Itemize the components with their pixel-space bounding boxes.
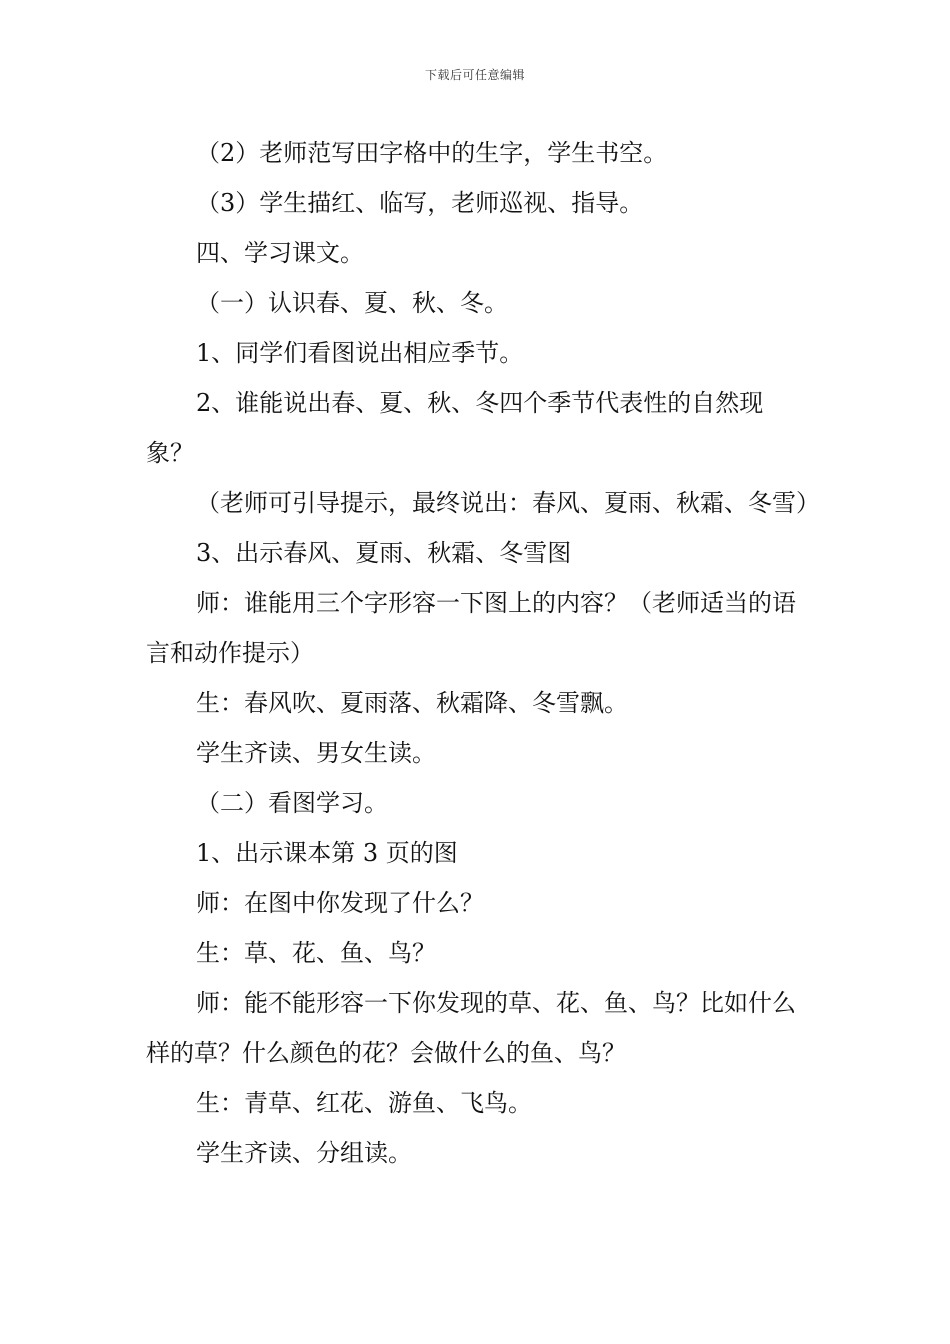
paragraph: 学生齐读、分组读。 (196, 1139, 412, 1167)
paragraph: （2）老师范写田字格中的生字，学生书空。 (196, 139, 668, 167)
student-line: 生：草、花、鱼、鸟？ (196, 939, 436, 967)
document-body (146, 128, 820, 1178)
section-heading: 四、学习课文。 (196, 239, 364, 267)
subsection-heading: （一）认识春、夏、秋、冬。 (196, 289, 508, 317)
student-line: 生：春风吹、夏雨落、秋霜降、冬雪飘。 (196, 689, 628, 717)
paragraph: 3、出示春风、夏雨、秋霜、冬雪图 (196, 539, 572, 567)
paragraph: 1、出示课本第 3 页的图 (196, 839, 458, 867)
subsection-heading: （二）看图学习。 (196, 789, 388, 817)
teacher-line: 师：能不能形容一下你发现的草、花、鱼、鸟？比如什么样的草？什么颜色的花？会做什么的鱼、鸟？ (146, 989, 796, 1067)
student-line: 生：青草、红花、游鱼、飞鸟。 (196, 1089, 532, 1117)
paragraph: 1、同学们看图说出相应季节。 (196, 339, 524, 367)
paragraph: 2、谁能说出春、夏、秋、冬四个季节代表性的自然现象？ (146, 389, 764, 467)
paragraph: 学生齐读、男女生读。 (196, 739, 436, 767)
page-header: 下载后可任意编辑 (424, 68, 525, 82)
teacher-line: 师：在图中你发现了什么？ (196, 889, 484, 917)
paragraph: （老师可引导提示，最终说出：春风、夏雨、秋霜、冬雪） (196, 489, 820, 517)
paragraph: （3）学生描红、临写，老师巡视、指导。 (196, 189, 644, 217)
teacher-line: 师：谁能用三个字形容一下图上的内容？（老师适当的语言和动作提示） (146, 589, 796, 667)
